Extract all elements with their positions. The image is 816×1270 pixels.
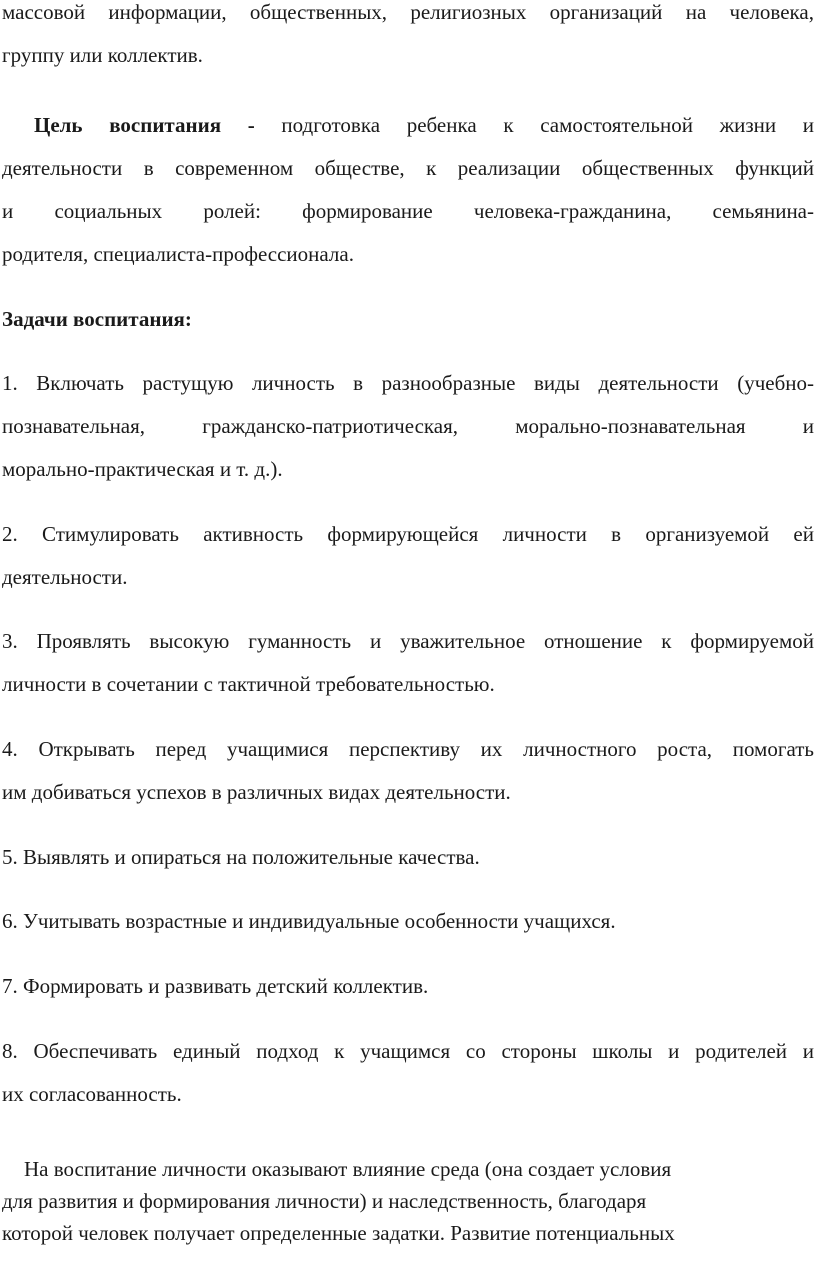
final-line: На воспитание личности оказывают влияние среда (она создает условия (24, 1157, 672, 1181)
task-item-2 (2, 513, 814, 599)
task-item-6 (2, 900, 814, 943)
final-line: которой человек получает определенные задатки. Развитие потенциальных (2, 1221, 675, 1245)
goal-first-line (2, 104, 814, 147)
task-line: деятельности. (2, 565, 128, 589)
task-line: их согласованность. (2, 1082, 182, 1106)
task-line: 6. Учитывать возрастные и индивидуальные особенности учащихся. (2, 909, 616, 933)
task-line: 5. Выявлять и опираться на положительные качества. (2, 845, 480, 869)
intro-paragraph (2, 0, 814, 77)
task-item-5 (2, 836, 814, 879)
goal-line: родителя, специалиста-профессионала. (2, 242, 354, 266)
goal-label: Цель воспитания - (34, 113, 255, 137)
goal-line: и социальных ролей: формирование человека-гражданина, семьянина- (2, 199, 814, 223)
task-line: 2. Стимулировать активность формирующейся личности в организуемой ей (2, 522, 814, 546)
task-line: им добиваться успехов в различных видах деятельности. (2, 780, 511, 804)
task-item-8 (2, 1030, 814, 1116)
intro-line: группу или коллектив. (2, 43, 203, 67)
tasks-heading-text: Задачи воспитания: (2, 307, 192, 331)
goal-text: подготовка ребенка к самостоятельной жизни и (281, 113, 815, 137)
task-line: 4. Открывать перед учащимися перспективу их личностного роста, помогать (2, 737, 814, 761)
final-paragraph (2, 1153, 792, 1249)
task-item-7 (2, 965, 814, 1008)
task-line: морально-практическая и т. д.). (2, 457, 283, 481)
task-line: личности в сочетании с тактичной требовательностью. (2, 672, 495, 696)
goal-paragraph (2, 104, 814, 276)
task-item-3 (2, 620, 814, 706)
tasks-heading (2, 298, 814, 341)
task-line: 1. Включать растущую личность в разнообразные виды деятельности (учебно- (2, 371, 814, 395)
task-line: 3. Проявлять высокую гуманность и уважительное отношение к формируемой (2, 629, 814, 653)
intro-line: массовой информации, общественных, религиозных организаций на человека, (2, 0, 814, 24)
final-line: для развития и формирования личности) и наследственность, благодаря (2, 1189, 647, 1213)
goal-line: деятельности в современном обществе, к реализации общественных функций (2, 156, 814, 180)
task-line: познавательная, гражданско-патриотическая, морально-познавательная и (2, 414, 814, 438)
task-item-4 (2, 728, 814, 814)
task-line: 7. Формировать и развивать детский коллектив. (2, 974, 429, 998)
task-line: 8. Обеспечивать единый подход к учащимся со стороны школы и родителей и (2, 1039, 814, 1063)
task-item-1 (2, 362, 814, 491)
